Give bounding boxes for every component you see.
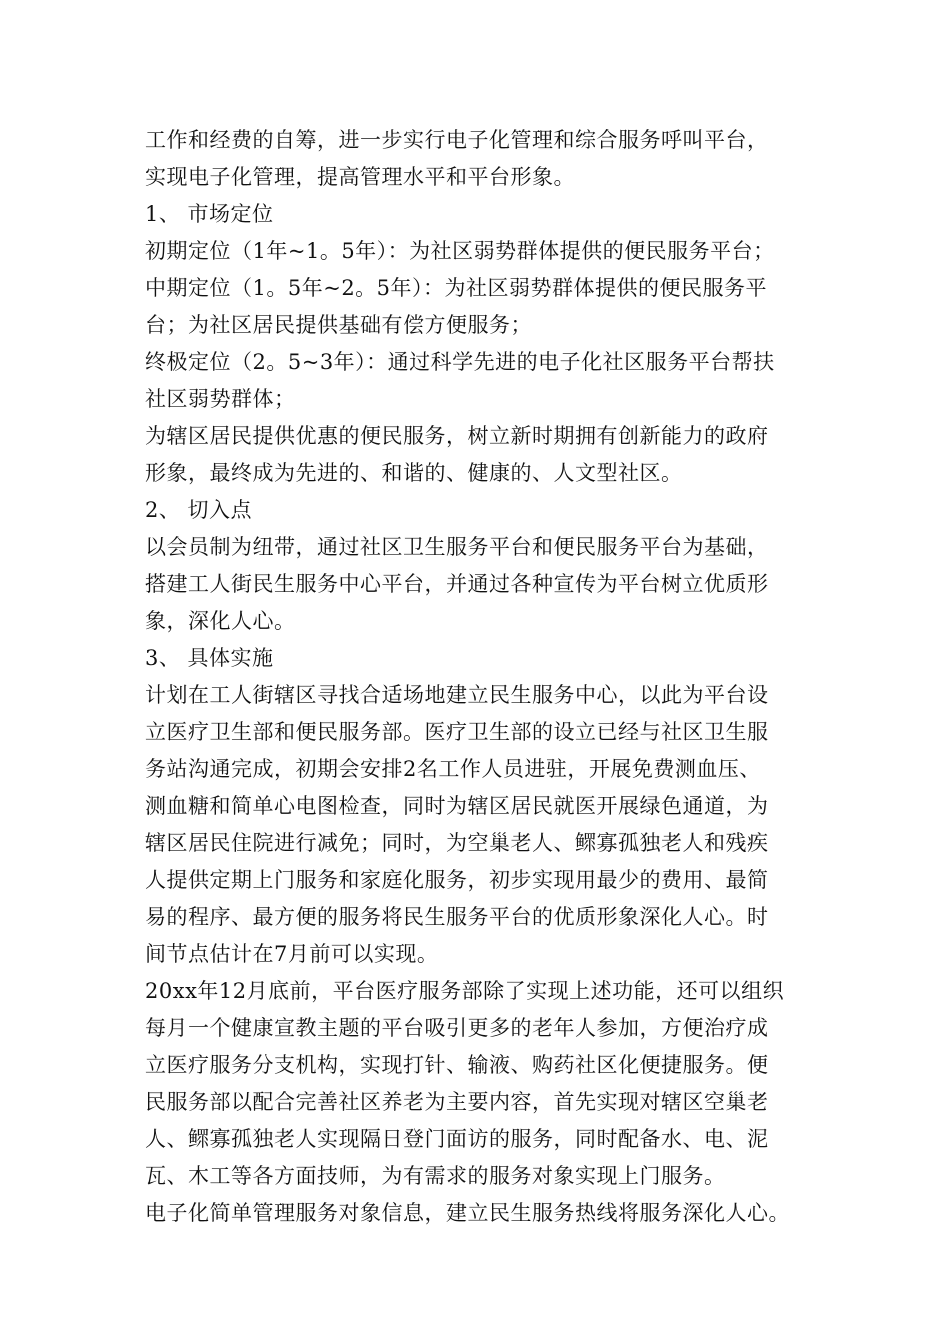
paragraph-line: 以会员制为纽带，通过社区卫生服务平台和便民服务平台为基础， (145, 535, 769, 559)
paragraph-line: 人提供定期上门服务和家庭化服务，初步实现用最少的费用、最简 (145, 868, 769, 892)
paragraph-line: 立医疗卫生部和便民服务部。医疗卫生部的设立已经与社区卫生服 (145, 720, 769, 744)
paragraph-line: 电子化简单管理服务对象信息，建立民生服务热线将服务深化人心。 (145, 1201, 790, 1225)
paragraph-line: 间节点估计在7月前可以实现。 (145, 942, 439, 966)
paragraph-line: 台；为社区居民提供基础有偿方便服务； (145, 313, 532, 337)
paragraph-line: 象，深化人心。 (145, 609, 296, 633)
paragraph-line: 形象，最终成为先进的、和谐的、健康的、人文型社区。 (145, 461, 683, 485)
paragraph-line: 初期定位（1年~1。5年）：为社区弱势群体提供的便民服务平台； (145, 239, 775, 263)
paragraph-line: 社区弱势群体； (145, 387, 296, 411)
paragraph-line: 搭建工人街民生服务中心平台，并通过各种宣传为平台树立优质形 (145, 572, 769, 596)
paragraph-line: 易的程序、最方便的服务将民生服务平台的优质形象深化人心。时 (145, 905, 769, 929)
section-heading-implementation: 3、 具体实施 (145, 646, 274, 670)
paragraph-line: 工作和经费的自筹，进一步实行电子化管理和综合服务呼叫平台， (145, 128, 769, 152)
paragraph-line: 测血糖和简单心电图检查，同时为辖区居民就医开展绿色通道，为 (145, 794, 769, 818)
paragraph-line: 中期定位（1。5年~2。5年）：为社区弱势群体提供的便民服务平 (145, 276, 768, 300)
paragraph-line: 终极定位（2。5~3年）：通过科学先进的电子化社区服务平台帮扶 (145, 350, 775, 374)
paragraph-line: 民服务部以配合完善社区养老为主要内容，首先实现对辖区空巢老 (145, 1090, 769, 1114)
paragraph-line: 为辖区居民提供优惠的便民服务，树立新时期拥有创新能力的政府 (145, 424, 769, 448)
paragraph-line: 辖区居民住院进行减免；同时，为空巢老人、鳏寡孤独老人和残疾 (145, 831, 769, 855)
paragraph-line: 立医疗服务分支机构，实现打针、输液、购药社区化便捷服务。便 (145, 1053, 769, 1077)
paragraph-line: 务站沟通完成，初期会安排2名工作人员进驻，开展免费测血压、 (145, 757, 761, 781)
paragraph-line: 实现电子化管理，提高管理水平和平台形象。 (145, 165, 575, 189)
section-heading-market-positioning: 1、 市场定位 (145, 202, 274, 226)
paragraph-line: 瓦、木工等各方面技师，为有需求的服务对象实现上门服务。 (145, 1164, 726, 1188)
section-heading-entry-point: 2、 切入点 (145, 498, 253, 522)
paragraph-line: 每月一个健康宣教主题的平台吸引更多的老年人参加，方便治疗成 (145, 1016, 769, 1040)
paragraph-line: 20xx年12月底前，平台医疗服务部除了实现上述功能，还可以组织 (145, 979, 785, 1003)
paragraph-line: 计划在工人街辖区寻找合适场地建立民生服务中心，以此为平台设 (145, 683, 769, 707)
document-body (145, 122, 835, 1232)
paragraph-line: 人、鳏寡孤独老人实现隔日登门面访的服务，同时配备水、电、泥 (145, 1127, 769, 1151)
